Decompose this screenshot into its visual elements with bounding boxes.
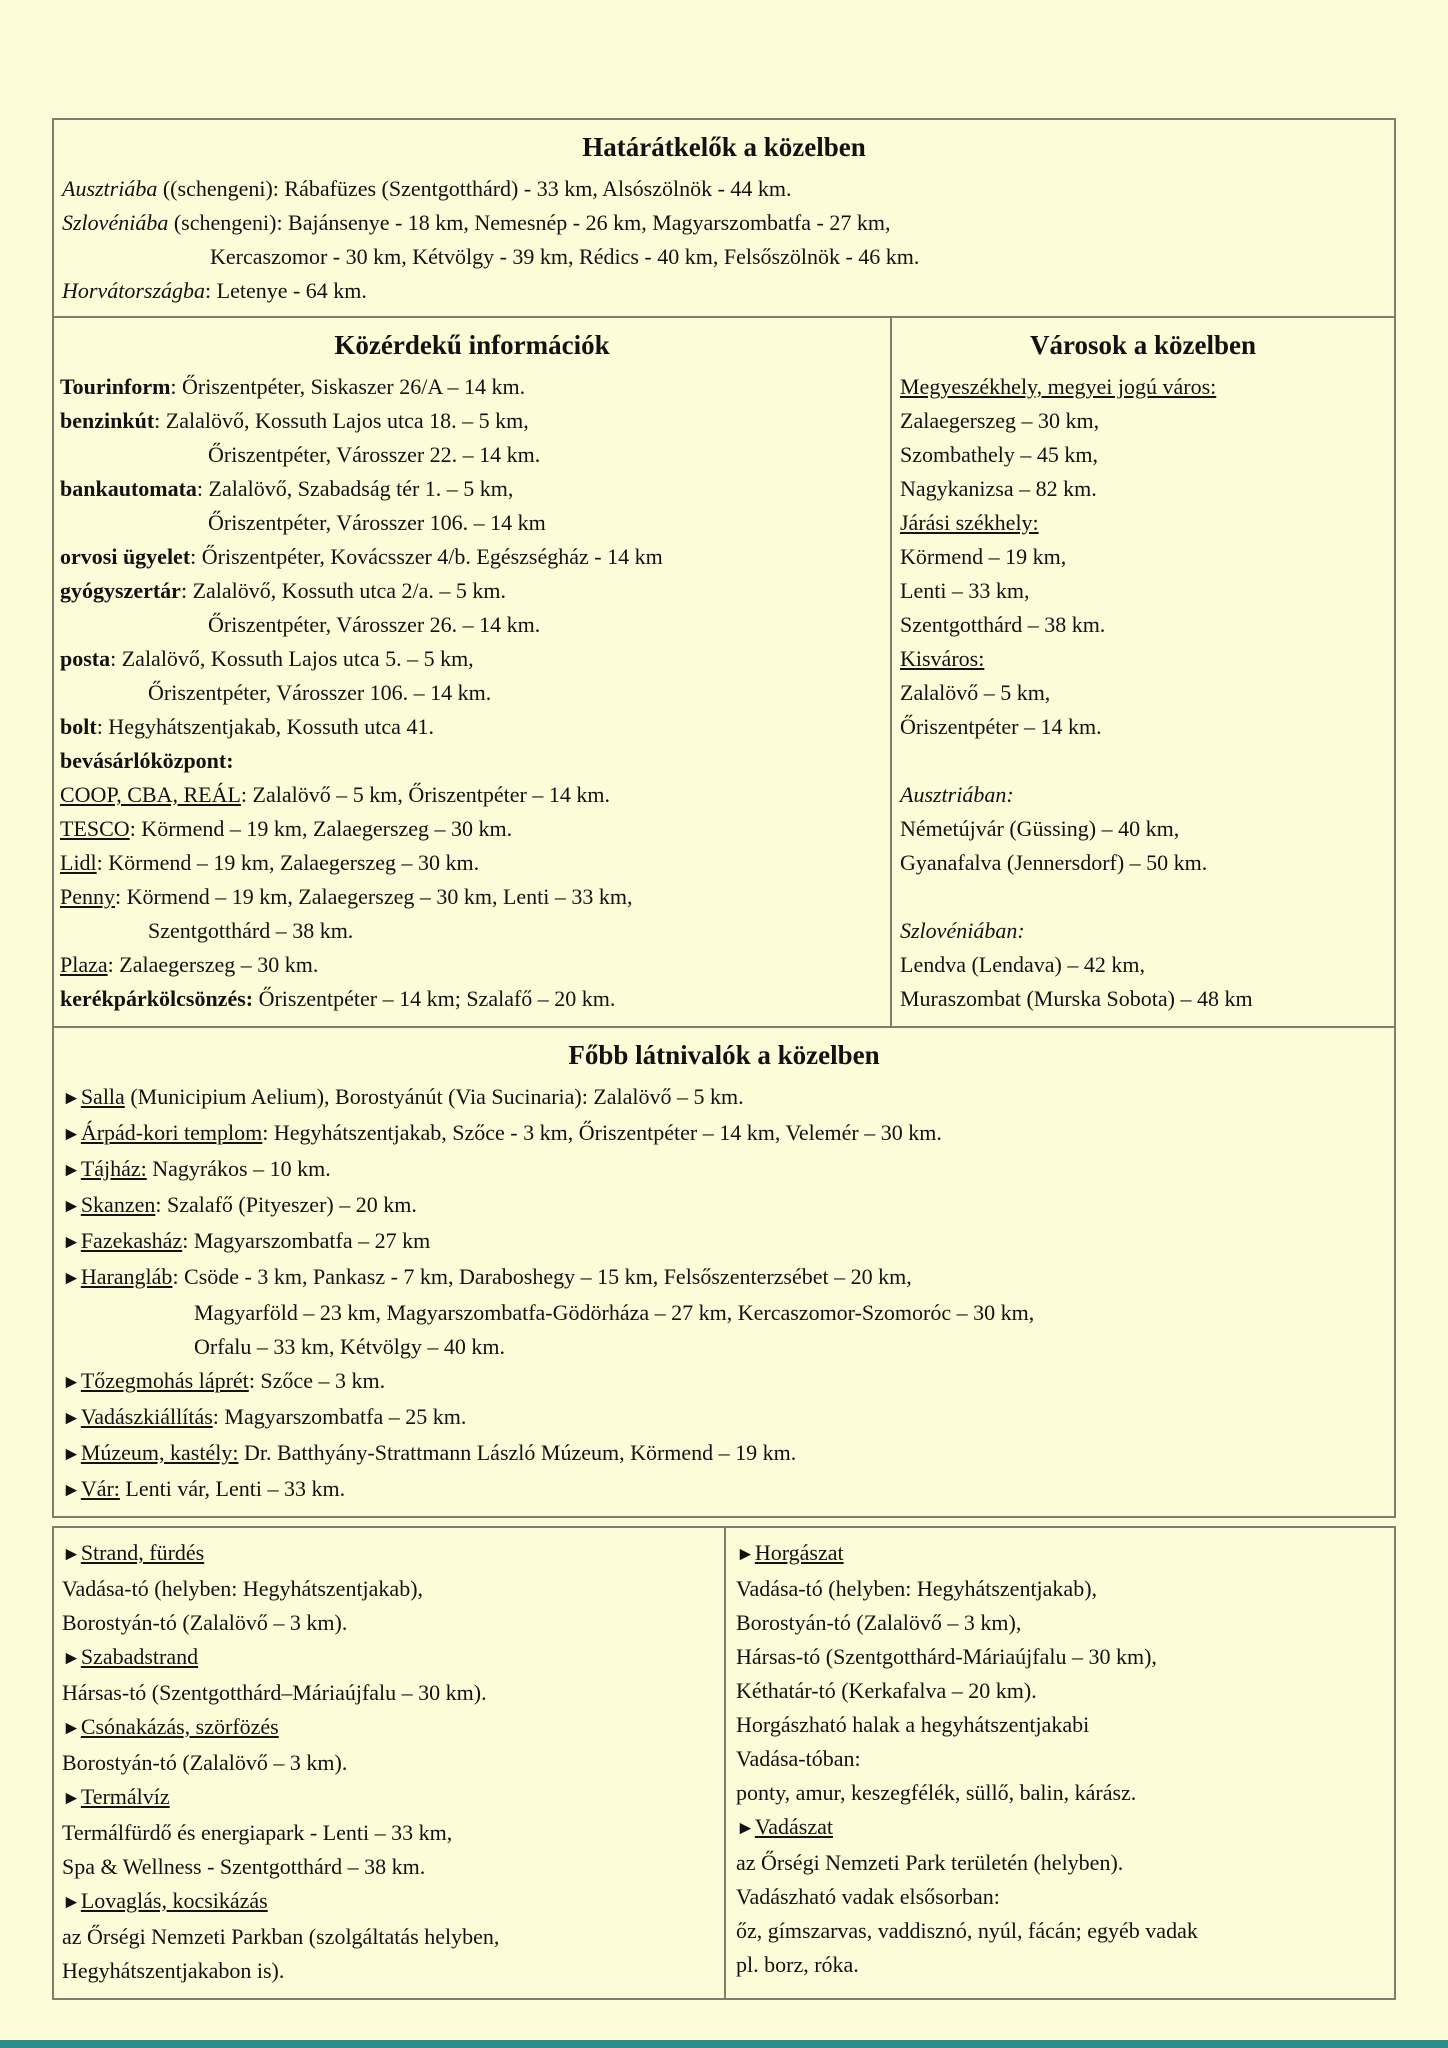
- recreation-left-lines: [62, 1536, 716, 1988]
- bullet-arrow-icon: ►: [62, 1648, 81, 1669]
- text-segment: kerékpárkölcsönzés:: [60, 986, 254, 1011]
- text-segment: TESCO: [60, 816, 130, 841]
- text-line: [900, 846, 1386, 880]
- bullet-arrow-icon: ►: [62, 1088, 81, 1109]
- text-segment: : Letenye - 64 km.: [205, 278, 367, 303]
- text-line: [60, 880, 884, 914]
- text-line: [60, 370, 884, 404]
- text-line: [62, 1536, 716, 1572]
- sights-lines: [62, 1080, 1386, 1508]
- text-line: [62, 1080, 1386, 1116]
- text-segment: pl. borz, róka.: [736, 1952, 859, 1977]
- text-line: [62, 1746, 716, 1780]
- text-segment: Vadászkiállítás: [80, 1404, 213, 1429]
- bullet-arrow-icon: ►: [62, 1372, 81, 1393]
- text-segment: Múzeum, kastély:: [80, 1440, 239, 1465]
- text-line: [736, 1606, 1384, 1640]
- text-segment: :: [226, 748, 234, 773]
- text-line: [900, 982, 1386, 1016]
- text-segment: : Körmend – 19 km, Zalaegerszeg – 30 km, Lenti – 33 km,: [115, 884, 633, 909]
- text-line: [62, 1954, 716, 1988]
- bullet-arrow-icon: ►: [62, 1788, 81, 1809]
- text-line: [900, 880, 1386, 914]
- text-segment: : Körmend – 19 km, Zalaegerszeg – 30 km.: [96, 850, 480, 875]
- text-segment: Szlovéniába: [62, 210, 169, 235]
- text-segment: Szentgotthárd – 38 km.: [148, 918, 354, 943]
- text-line: [60, 608, 884, 642]
- text-line: [900, 506, 1386, 540]
- text-segment: Termálfürdő és energiapark - Lenti – 33 km,: [62, 1820, 453, 1845]
- text-segment: Dr. Batthyány-Strattmann László Múzeum, Körmend – 19 km.: [238, 1440, 797, 1465]
- document: [52, 118, 1396, 2000]
- text-line: [62, 1472, 1386, 1508]
- text-segment: Termálvíz: [80, 1784, 170, 1809]
- text-line: [62, 1260, 1386, 1296]
- text-segment: Vadása-tó (helyben: Hegyhátszentjakab),: [62, 1576, 424, 1601]
- text-segment: Zalalövő – 5 km,: [900, 680, 1051, 705]
- section-public-info: [54, 318, 892, 1026]
- text-segment: : Szőce – 3 km.: [248, 1368, 386, 1393]
- text-segment: Horvátországba: [62, 278, 206, 303]
- bullet-arrow-icon: ►: [62, 1124, 81, 1145]
- text-segment: Vár:: [80, 1476, 120, 1501]
- text-line: [736, 1914, 1384, 1948]
- text-segment: gyógyszertár: [60, 578, 181, 603]
- text-line: [736, 1846, 1384, 1880]
- text-line: [62, 1780, 716, 1816]
- text-segment: : Őriszentpéter, Siskaszer 26/A – 14 km.: [170, 374, 526, 399]
- text-line: [60, 540, 884, 574]
- text-line: [60, 846, 884, 880]
- text-segment: Őriszentpéter – 14 km; Szalafő – 20 km.: [253, 986, 616, 1011]
- text-line: [60, 982, 884, 1016]
- text-segment: Gyanafalva (Jennersdorf) – 50 km.: [900, 850, 1208, 875]
- text-line: [736, 1810, 1384, 1846]
- text-line: [62, 1224, 1386, 1260]
- text-segment: Hársas-tó (Szentgotthárd–Máriaújfalu – 30 km).: [62, 1680, 487, 1705]
- text-segment: ponty, amur, keszegfélék, süllő, balin, kárász.: [736, 1780, 1137, 1805]
- text-line: [900, 914, 1386, 948]
- main-table: [52, 118, 1396, 1518]
- text-line: [60, 404, 884, 438]
- text-line: [900, 744, 1386, 778]
- text-segment: Fazekasház: [80, 1228, 183, 1253]
- text-segment: : Zalalövő, Kossuth utca 2/a. – 5 km.: [180, 578, 507, 603]
- text-segment: Zalaegerszeg – 30 km,: [900, 408, 1100, 433]
- text-segment: ((schengeni): Rábafüzes (Szentgotthárd) - 33 km, Alsószölnök - 44 km.: [157, 176, 792, 201]
- text-line: [60, 676, 884, 710]
- text-line: [736, 1742, 1384, 1776]
- text-segment: Vadászat: [754, 1814, 833, 1839]
- text-line: [62, 1152, 1386, 1188]
- section-title-public-info: Közérdekű információk: [334, 330, 610, 360]
- text-segment: Magyarföld – 23 km, Magyarszombatfa-Gödörháza – 27 km, Kercaszomor-Szomoróc – 30 km,: [194, 1300, 1035, 1325]
- bullet-arrow-icon: ►: [62, 1544, 81, 1565]
- text-line: [60, 744, 884, 778]
- section-sights: [54, 1028, 1394, 1516]
- text-line: [62, 1816, 716, 1850]
- text-segment: Kercaszomor - 30 km, Kétvölgy - 39 km, Rédics - 40 km, Felsőszölnök - 46 km.: [210, 244, 920, 269]
- text-segment: Lenti – 33 km,: [900, 578, 1030, 603]
- section-nearby-cities: [892, 318, 1394, 1026]
- text-segment: : Zalalövő, Kossuth Lajos utca 18. – 5 km,: [154, 408, 529, 433]
- text-line: [900, 676, 1386, 710]
- text-line: [60, 812, 884, 846]
- text-segment: benzinkút: [60, 408, 155, 433]
- text-line: [60, 710, 884, 744]
- text-line: [900, 710, 1386, 744]
- section-recreation-right: [726, 1528, 1394, 1998]
- text-segment: Őriszentpéter, Városszer 26. – 14 km.: [208, 612, 541, 637]
- section-recreation-left: [54, 1528, 726, 1998]
- text-line: [62, 1296, 1386, 1330]
- text-line: [60, 914, 884, 948]
- text-line: [62, 206, 1386, 240]
- text-segment: (Municipium Aelium), Borostyánút (Via Sucinaria): Zalalövő – 5 km.: [124, 1084, 744, 1109]
- text-segment: Tourinform: [60, 374, 171, 399]
- text-segment: posta: [60, 646, 111, 671]
- text-segment: Penny: [60, 884, 115, 909]
- text-line: [736, 1674, 1384, 1708]
- text-segment: Skanzen: [80, 1192, 156, 1217]
- bullet-arrow-icon: ►: [62, 1408, 81, 1429]
- bullet-arrow-icon: ►: [62, 1160, 81, 1181]
- text-segment: Borostyán-tó (Zalalövő – 3 km).: [62, 1610, 348, 1635]
- text-segment: Hegyhátszentjakabon is).: [62, 1958, 285, 1983]
- text-line: [62, 1572, 716, 1606]
- text-line: [736, 1948, 1384, 1982]
- text-line: [60, 438, 884, 472]
- text-line: [62, 1676, 716, 1710]
- text-segment: Nagyrákos – 10 km.: [146, 1156, 331, 1181]
- recreation-right-lines: [736, 1536, 1384, 1982]
- bullet-arrow-icon: ►: [736, 1544, 755, 1565]
- footer-bar: [0, 2040, 1448, 2048]
- text-segment: Vadása-tóban:: [736, 1746, 861, 1771]
- text-line: [62, 240, 1386, 274]
- text-line: [736, 1708, 1384, 1742]
- text-segment: Vadászható vadak elsősorban:: [736, 1884, 1000, 1909]
- text-line: [900, 540, 1386, 574]
- text-segment: Körmend – 19 km,: [900, 544, 1067, 569]
- text-segment: Nagykanizsa – 82 km.: [900, 476, 1097, 501]
- text-segment: Strand, fürdés: [80, 1540, 205, 1565]
- text-segment: Őriszentpéter, Városszer 22. – 14 km.: [208, 442, 541, 467]
- text-line: [62, 1884, 716, 1920]
- text-segment: : Zalaegerszeg – 30 km.: [107, 952, 319, 977]
- text-segment: Németújvár (Güssing) – 40 km,: [900, 816, 1180, 841]
- text-line: [900, 404, 1386, 438]
- text-line: [62, 1364, 1386, 1400]
- text-line: [62, 1330, 1386, 1364]
- bullet-arrow-icon: ►: [736, 1818, 755, 1839]
- bullet-arrow-icon: ►: [62, 1232, 81, 1253]
- text-segment: Salla: [80, 1084, 125, 1109]
- text-segment: : Csöde - 3 km, Pankasz - 7 km, Daraboshegy – 15 km, Felsőszenterzsébet – 20 km,: [172, 1264, 912, 1289]
- bullet-arrow-icon: ►: [62, 1444, 81, 1465]
- text-segment: : Zalalövő, Szabadság tér 1. – 5 km,: [196, 476, 514, 501]
- text-line: [900, 608, 1386, 642]
- text-segment: : Zalalövő, Kossuth Lajos utca 5. – 5 km,: [110, 646, 474, 671]
- text-segment: Ausztriában:: [900, 782, 1014, 807]
- text-segment: : Zalalövő – 5 km, Őriszentpéter – 14 km.: [240, 782, 610, 807]
- text-segment: : Magyarszombatfa – 25 km.: [212, 1404, 467, 1429]
- bullet-arrow-icon: ►: [62, 1480, 81, 1501]
- text-line: [62, 1116, 1386, 1152]
- text-segment: Lenti vár, Lenti – 33 km.: [119, 1476, 346, 1501]
- text-segment: Vadása-tó (helyben: Hegyhátszentjakab),: [736, 1576, 1098, 1601]
- section-title-sights: Főbb látnivalók a közelben: [568, 1040, 880, 1070]
- text-line: [900, 812, 1386, 846]
- text-segment: Kéthatár-tó (Kerkafalva – 20 km).: [736, 1678, 1037, 1703]
- text-segment: : Hegyhátszentjakab, Szőce - 3 km, Őriszentpéter – 14 km, Velemér – 30 km.: [262, 1120, 942, 1145]
- text-line: [60, 506, 884, 540]
- text-line: [736, 1572, 1384, 1606]
- section-title-nearby-cities: Városok a közelben: [1029, 330, 1257, 360]
- text-segment: Lendva (Lendava) – 42 km,: [900, 952, 1145, 977]
- text-line: [62, 1606, 716, 1640]
- text-segment: bevásárlóközpont: [60, 748, 227, 773]
- text-line: [62, 1920, 716, 1954]
- text-segment: Szlovéniában:: [900, 918, 1025, 943]
- text-segment: őz, gímszarvas, vaddisznó, nyúl, fácán; egyéb vadak: [736, 1918, 1198, 1943]
- text-line: [60, 778, 884, 812]
- text-segment: Harangláb: [80, 1264, 173, 1289]
- text-segment: bolt: [60, 714, 97, 739]
- text-segment: Őriszentpéter, Városszer 106. – 14 km.: [148, 680, 492, 705]
- text-line: [62, 274, 1386, 308]
- text-segment: : Magyarszombatfa – 27 km: [182, 1228, 431, 1253]
- text-segment: Szentgotthárd – 38 km.: [900, 612, 1106, 637]
- text-segment: Plaza: [60, 952, 108, 977]
- text-line: [736, 1776, 1384, 1810]
- text-line: [60, 642, 884, 676]
- text-segment: Spa & Wellness - Szentgotthárd – 38 km.: [62, 1854, 426, 1879]
- text-segment: Tájház:: [80, 1156, 147, 1181]
- text-line: [736, 1880, 1384, 1914]
- text-line: [900, 438, 1386, 472]
- text-line: [62, 1188, 1386, 1224]
- border-crossings-lines: [62, 172, 1386, 308]
- text-segment: Megyeszékhely, megyei jogú város:: [900, 374, 1217, 399]
- nearby-cities-lines: [900, 370, 1386, 1016]
- text-segment: Horgászható halak a hegyhátszentjakabi: [736, 1712, 1090, 1737]
- text-segment: bankautomata: [60, 476, 197, 501]
- text-line: [60, 948, 884, 982]
- text-line: [900, 472, 1386, 506]
- text-segment: az Őrségi Nemzeti Parkban (szolgáltatás helyben,: [62, 1924, 500, 1949]
- text-segment: az Őrségi Nemzeti Park területén (helyben).: [736, 1850, 1124, 1875]
- text-segment: Lidl: [60, 850, 97, 875]
- text-line: [62, 1710, 716, 1746]
- text-segment: Őriszentpéter, Városszer 106. – 14 km: [208, 510, 546, 535]
- text-segment: Szabadstrand: [80, 1644, 199, 1669]
- text-segment: Orfalu – 33 km, Kétvölgy – 40 km.: [194, 1334, 506, 1359]
- text-segment: Lovaglás, kocsikázás: [80, 1888, 268, 1913]
- text-line: [900, 574, 1386, 608]
- text-line: [900, 948, 1386, 982]
- bullet-arrow-icon: ►: [62, 1718, 81, 1739]
- text-line: [62, 1436, 1386, 1472]
- section-title-border-crossings: Határátkelők a közelben: [582, 132, 866, 162]
- text-segment: Járási székhely:: [900, 510, 1039, 535]
- text-segment: : Szalafő (Pityeszer) – 20 km.: [155, 1192, 417, 1217]
- recreation-table: [52, 1526, 1396, 2000]
- text-segment: orvosi ügyelet: [60, 544, 191, 569]
- text-line: [900, 642, 1386, 676]
- text-segment: (schengeni): Bajánsenye - 18 km, Nemesnép - 26 km, Magyarszombatfa - 27 km,: [168, 210, 891, 235]
- text-segment: Muraszombat (Murska Sobota) – 48 km: [900, 986, 1253, 1011]
- text-segment: Csónakázás, szörfözés: [80, 1714, 279, 1739]
- text-line: [62, 1850, 716, 1884]
- text-segment: Borostyán-tó (Zalalövő – 3 km).: [62, 1750, 348, 1775]
- text-line: [62, 1640, 716, 1676]
- text-line: [736, 1640, 1384, 1674]
- text-line: [62, 172, 1386, 206]
- text-segment: Horgászat: [754, 1540, 844, 1565]
- text-segment: Borostyán-tó (Zalalövő – 3 km),: [736, 1610, 1022, 1635]
- text-segment: Kisváros:: [900, 646, 985, 671]
- text-segment: : Hegyhátszentjakab, Kossuth utca 41.: [96, 714, 434, 739]
- bullet-arrow-icon: ►: [62, 1268, 81, 1289]
- text-segment: Őriszentpéter – 14 km.: [900, 714, 1102, 739]
- text-line: [900, 778, 1386, 812]
- text-line: [60, 574, 884, 608]
- text-segment: Tőzegmohás láprét: [80, 1368, 249, 1393]
- bullet-arrow-icon: ►: [62, 1892, 81, 1913]
- text-segment: Hársas-tó (Szentgotthárd-Máriaújfalu – 30 km),: [736, 1644, 1157, 1669]
- text-segment: COOP, CBA, REÁL: [60, 782, 241, 807]
- text-segment: Szombathely – 45 km,: [900, 442, 1098, 467]
- text-line: [60, 472, 884, 506]
- text-segment: : Őriszentpéter, Kovácsszer 4/b. Egészségház - 14 km: [190, 544, 663, 569]
- text-line: [900, 370, 1386, 404]
- bullet-arrow-icon: ►: [62, 1196, 81, 1217]
- middle-row: [54, 316, 1394, 1028]
- text-line: [62, 1400, 1386, 1436]
- text-line: [736, 1536, 1384, 1572]
- public-info-lines: [60, 370, 884, 1016]
- text-segment: Árpád-kori templom: [80, 1120, 263, 1145]
- text-segment: Ausztriába: [62, 176, 158, 201]
- section-border-crossings: [54, 120, 1394, 316]
- text-segment: : Körmend – 19 km, Zalaegerszeg – 30 km.: [129, 816, 513, 841]
